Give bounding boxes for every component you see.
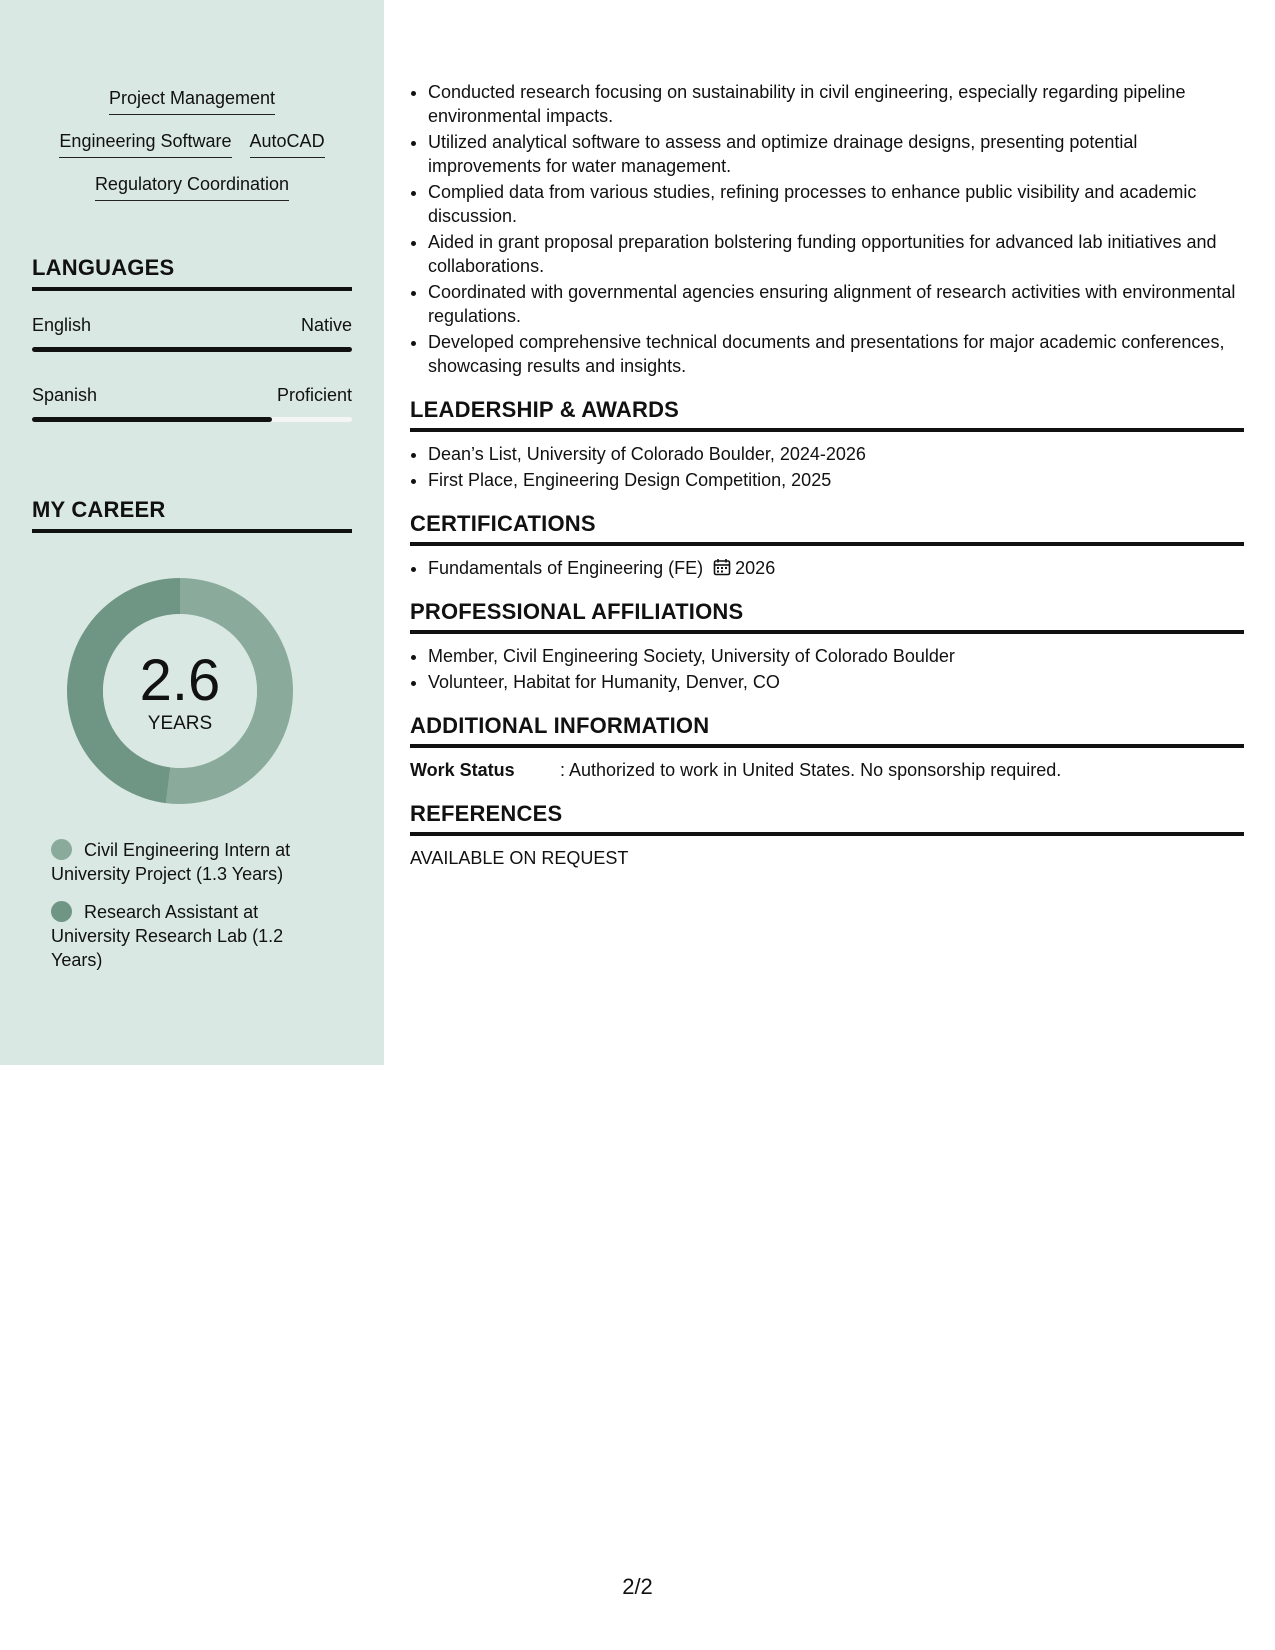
list-item: • Dean’s List, University of Colorado Boulder, 2024-2026 bbox=[428, 442, 1244, 466]
affiliations-list bbox=[410, 644, 1244, 694]
list-item bbox=[428, 556, 1244, 580]
legend-dot bbox=[51, 839, 72, 860]
main-content bbox=[410, 80, 1244, 870]
list-item: • Developed comprehensive technical documents and presentations for major academic conferences, showcasing results and insights. bbox=[428, 330, 1244, 378]
experience-bullets bbox=[410, 80, 1244, 378]
list-item: • Member, Civil Engineering Society, University of Colorado Boulder bbox=[428, 644, 1244, 668]
skills-list bbox=[32, 86, 352, 201]
language-name: English bbox=[32, 315, 92, 335]
page-number: 2/2 bbox=[622, 1574, 653, 1599]
language-name: Spanish bbox=[32, 385, 98, 405]
language-level: Proficient bbox=[276, 385, 352, 405]
language-proficiency-fill bbox=[32, 417, 272, 422]
work-status-value: : Authorized to work in United States. No sponsorship required. bbox=[560, 760, 1062, 780]
references-text: AVAILABLE ON REQUEST bbox=[410, 848, 629, 868]
certifications-list bbox=[410, 556, 1244, 580]
work-status-label: Work Status bbox=[410, 760, 515, 780]
sidebar bbox=[0, 0, 384, 1065]
language-level: Native bbox=[300, 315, 352, 335]
languages-heading: LANGUAGES bbox=[32, 254, 352, 291]
career-total-years: 2.6 bbox=[139, 648, 221, 713]
skill-tag: Engineering Software bbox=[59, 129, 231, 158]
awards-list bbox=[410, 442, 1244, 492]
skill-tag: AutoCAD bbox=[250, 129, 325, 158]
skill-tag: Project Management bbox=[109, 86, 275, 115]
career-total-unit: YEARS bbox=[147, 713, 213, 734]
list-item: • Complied data from various studies, refining processes to enhance public visibility and academic discussion. bbox=[428, 180, 1244, 228]
work-status-row bbox=[410, 758, 1244, 782]
additional-info-heading: ADDITIONAL INFORMATION bbox=[410, 712, 1244, 748]
list-item: • First Place, Engineering Design Competition, 2025 bbox=[428, 468, 1244, 492]
list-item: • Coordinated with governmental agencies ensuring alignment of research activities with environmental regulations. bbox=[428, 280, 1244, 328]
language-row-spanish bbox=[32, 383, 352, 422]
career-heading: MY CAREER bbox=[32, 496, 352, 533]
legend-dot bbox=[51, 901, 72, 922]
certification-name: Fundamentals of Engineering (FE) bbox=[428, 558, 704, 578]
certification-year: 2026 bbox=[735, 558, 776, 578]
language-row-english bbox=[32, 313, 352, 352]
language-proficiency-bar bbox=[32, 417, 352, 422]
legend-label: Research Assistant at University Research Lab (1.2 Years) bbox=[51, 902, 284, 970]
list-item: • Volunteer, Habitat for Humanity, Denver, CO bbox=[428, 670, 1244, 694]
references-heading: REFERENCES bbox=[410, 800, 1244, 836]
career-legend-item bbox=[51, 900, 311, 972]
awards-heading: LEADERSHIP & AWARDS bbox=[410, 396, 1244, 432]
legend-label: Civil Engineering Intern at University Project (1.3 Years) bbox=[51, 840, 291, 884]
list-item: • Aided in grant proposal preparation bolstering funding opportunities for advanced lab initiatives and collaborations. bbox=[428, 230, 1244, 278]
language-proficiency-fill bbox=[32, 347, 352, 352]
calendar-icon bbox=[713, 558, 731, 576]
language-proficiency-bar bbox=[32, 347, 352, 352]
list-item: • Utilized analytical software to assess and optimize drainage designs, presenting potential improvements for water management. bbox=[428, 130, 1244, 178]
certifications-heading: CERTIFICATIONS bbox=[410, 510, 1244, 546]
skill-tag: Regulatory Coordination bbox=[95, 172, 289, 201]
list-item: • Conducted research focusing on sustainability in civil engineering, especially regarding pipeline environmental impacts. bbox=[428, 80, 1244, 128]
career-legend-item bbox=[51, 838, 311, 886]
affiliations-heading: PROFESSIONAL AFFILIATIONS bbox=[410, 598, 1244, 634]
